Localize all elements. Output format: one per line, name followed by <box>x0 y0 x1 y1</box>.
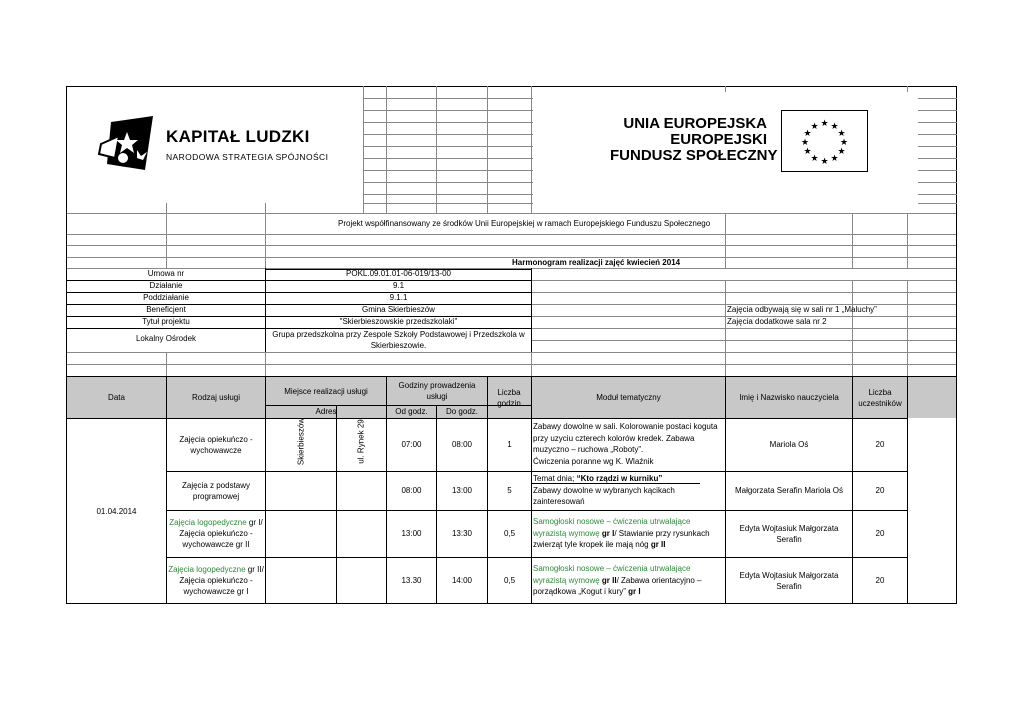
eu-title: UNIA EUROPEJSKA EUROPEJSKI FUNDUSZ SPOŁECZNY <box>610 115 778 164</box>
from-cell: 13:00 <box>401 529 422 538</box>
schedule-title: Harmonogram realizacji zajęć kwiecień 2014 <box>512 258 681 267</box>
header-hours-count: Liczba godzin <box>497 387 521 408</box>
participants-cell: 20 <box>875 440 885 449</box>
svg-text:★: ★ <box>820 157 829 167</box>
hours-cell: 0,5 <box>503 576 516 585</box>
svg-text:★: ★ <box>803 147 812 157</box>
value-poddzialanie: 9.1.1 <box>389 293 408 302</box>
participants-cell: 20 <box>875 529 885 538</box>
module-cell: Zabawy dowolne w sali. Kolorowanie postaci koguta przy uzyciu czterech kolorów kredek. Zabawa muzyczno – ruchowa „Roboty”. Ćwiczenia poranne wg K. Wlaźnik <box>533 422 718 466</box>
svg-text:★: ★ <box>830 122 839 132</box>
label-dzialanie: Działanie <box>149 281 183 290</box>
label-umowa: Umowa nr <box>147 269 185 278</box>
kapital-ludzki-subtitle: NARODOWA STRATEGIA SPÓJNOŚCI <box>166 152 329 162</box>
participants-cell: 20 <box>875 486 885 495</box>
svg-text:★: ★ <box>810 154 819 164</box>
service-cell: Zajęcia z podstawy programowej <box>181 480 251 501</box>
hours-cell: 5 <box>507 486 512 495</box>
room-note-2: Zajęcia dodatkowe sala nr 2 <box>727 317 827 326</box>
svg-text:★: ★ <box>820 119 829 129</box>
to-cell: 13:00 <box>451 486 473 495</box>
header-teacher: Imię i Nazwisko nauczyciela <box>739 393 839 402</box>
header-service: Rodzaj usługi <box>191 393 241 402</box>
from-cell: 07:00 <box>401 440 422 449</box>
value-tytul: "Skierbieszowskie przedszkolaki" <box>339 317 458 326</box>
svg-text:★: ★ <box>839 138 849 148</box>
label-tytul: Tytuł projektu <box>142 317 190 326</box>
to-cell: 08:00 <box>451 440 473 449</box>
to-cell: 13:30 <box>451 529 473 538</box>
participants-cell: 20 <box>875 576 885 585</box>
svg-text:★: ★ <box>837 147 846 157</box>
date-cell: 01.04.2014 <box>96 506 137 516</box>
header-participants: Liczba uczestników <box>858 387 902 408</box>
module-cell: Samogłoski nosowe – ćwiczenia utrwalające wyrazistą wymowę gr II/ Zabawa orientacyjno – porządkowa „Kogut i kury” gr I <box>533 564 702 596</box>
service-cell: Zajęcia logopedyczne gr II/ Zajęcia opiekuńczo - wychowawcze gr I <box>168 565 264 596</box>
teacher-cell: Edyta Wojtasiuk Małgorzata Serafin <box>739 523 839 544</box>
from-cell: 08:00 <box>401 486 422 495</box>
svg-text:★: ★ <box>837 129 846 139</box>
svg-text:★: ★ <box>810 122 819 132</box>
cofinance-statement: Projekt współfinansowany ze środków Unii Europejskiej w ramach Europejskiego Funduszu Społecznego <box>338 219 711 228</box>
teacher-cell: Małgorzata Serafin Mariola Oś <box>734 486 844 495</box>
to-cell: 14:00 <box>451 576 473 585</box>
value-dzialanie: 9.1 <box>392 281 405 290</box>
svg-text:★: ★ <box>830 154 839 164</box>
header-from: Od godz. <box>395 407 428 416</box>
svg-text:★: ★ <box>800 138 810 148</box>
label-osrodek: Lokalny Ośrodek <box>135 334 197 343</box>
module-cell: Temat dnia; “Kto rządzi w kurniku” Zabawy dowolne w wybranych kącikach zainteresowań <box>533 474 675 506</box>
value-beneficjent: Gmina Skierbieszów <box>362 305 435 314</box>
service-cell: Zajęcia logopedyczne gr I/ Zajęcia opiekuńczo - wychowawcze gr II <box>169 518 263 549</box>
hours-cell: 1 <box>507 440 512 449</box>
label-beneficjent: Beneficjent <box>146 305 186 314</box>
room-note-1: Zajęcia odbywają się w sali nr 1 „Maluchy” <box>727 305 877 314</box>
svg-text:★: ★ <box>803 129 812 139</box>
header-hours: Godziny prowadzenia usługi <box>398 381 476 401</box>
eu-flag-icon <box>781 110 868 172</box>
header-date: Data <box>108 393 125 402</box>
kapital-ludzki-title: KAPITAŁ LUDZKI <box>166 127 310 146</box>
label-poddzialanie: Poddziałanie <box>143 293 189 302</box>
teacher-cell: Edyta Wojtasiuk Małgorzata Serafin <box>739 570 839 591</box>
value-umowa: POKL.09.01.01-06-019/13-00 <box>346 269 451 278</box>
header-module: Moduł tematyczny <box>596 393 661 402</box>
hours-cell: 0,5 <box>503 529 516 538</box>
service-cell: Zajęcia opiekuńczo - wychowawcze <box>179 434 253 455</box>
header-place: Miejsce realizacji usługi <box>284 386 368 396</box>
place-street: ul. Rynek 29 <box>356 419 366 464</box>
header-to: Do godz. <box>445 407 479 416</box>
module-cell: Samogłoski nosowe – ćwiczenia utrwalające wyrazistą wymowę gr I/ Stawianie przy rysunkach zwierząt tyle kropek ile mają nóg gr II <box>533 517 710 549</box>
from-cell: 13.30 <box>401 576 422 585</box>
teacher-cell: Mariola Oś <box>769 440 809 449</box>
header-address: Adres <box>315 407 337 416</box>
value-osrodek: Grupa przedszkolna przy Zespole Szkoły Podstawowej i Przedszkola w Skierbieszowie. <box>272 330 525 350</box>
kapital-ludzki-emblem <box>97 114 159 176</box>
place-town: Skierbieszów <box>296 417 306 466</box>
